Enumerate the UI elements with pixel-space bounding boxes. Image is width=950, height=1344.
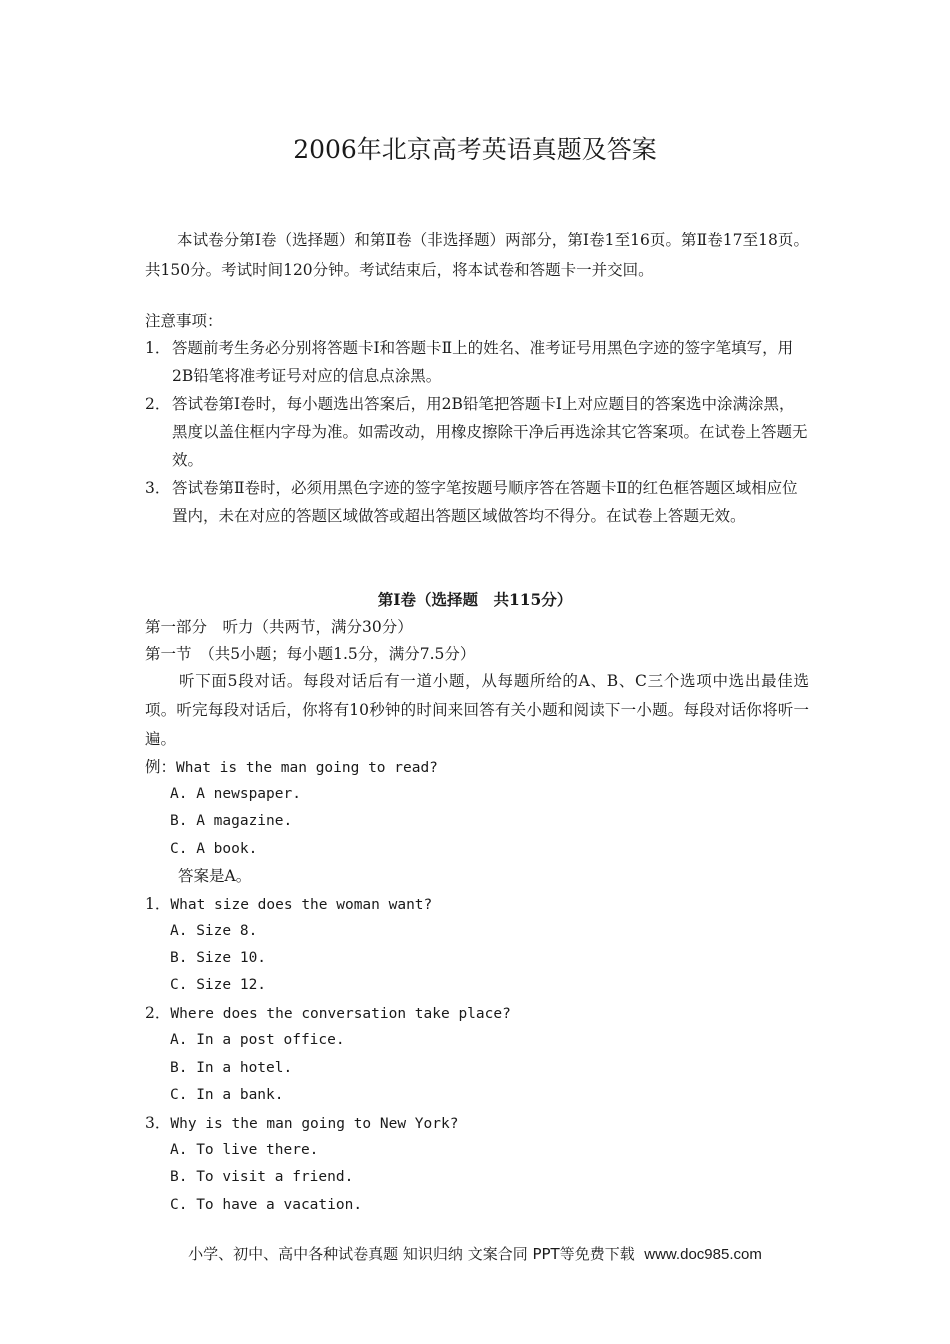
- question-2-option-c: C. In a bank.: [170, 1087, 284, 1103]
- note-number: 2．: [145, 395, 171, 413]
- example-question-text: What is the man going to read?: [176, 760, 438, 776]
- question-2-option-a: A. In a post office.: [170, 1032, 345, 1048]
- note-text: 答试卷第Ⅱ卷时，必须用黑色字迹的签字笔按题号顺序答在答题卡Ⅱ的红色框答题区域相应位置内，未在对应的答题区域做答或超出答题区域做答均不得分。在试卷上答题无效。: [172, 479, 798, 525]
- section-title: 第Ⅰ卷（选择题 共115分）: [377, 590, 573, 609]
- intro-paragraph: 本试卷分第Ⅰ卷（选择题）和第Ⅱ卷（非选择题）两部分，第Ⅰ卷1至16页。第Ⅱ卷17至18页。共150分。考试时间120分钟。考试结束后，将本试卷和答题卡一并交回。: [145, 231, 809, 279]
- question-text: Why is the man going to New York?: [170, 1116, 459, 1132]
- question-1-option-a: A. Size 8.: [170, 923, 258, 939]
- listening-instructions: 听下面5段对话。每段对话后有一道小题，从每题所给的A、B、C三个选项中选出最佳选项。听完每段对话后，你将有10秒钟的时间来回答有关小题和阅读下一小题。每段对话你将听一遍。: [145, 672, 809, 748]
- note-item-1: [145, 334, 809, 390]
- question-number: 2．: [145, 1004, 171, 1022]
- example-option-b: B. A magazine.: [170, 813, 293, 829]
- question-3-option-a: A. To live there.: [170, 1142, 319, 1158]
- note-item-2: [145, 390, 809, 474]
- question-3-option-b: B. To visit a friend.: [170, 1169, 354, 1185]
- question-text: Where does the conversation take place?: [170, 1006, 511, 1022]
- example-answer: 答案是A。: [178, 867, 252, 885]
- question-2-option-b: B. In a hotel.: [170, 1060, 293, 1076]
- example-option-c: C. A book.: [170, 841, 258, 857]
- question-1-option-c: C. Size 12.: [170, 977, 267, 993]
- footer: [0, 1240, 950, 1269]
- example-question: [145, 753, 438, 782]
- question-1-option-b: B. Size 10.: [170, 950, 267, 966]
- question-3: [145, 1109, 458, 1138]
- subsection-heading: 第一节 （共5小题；每小题1.5分，满分7.5分）: [145, 645, 476, 663]
- question-text: What size does the woman want?: [170, 897, 433, 913]
- part-heading: 第一部分 听力（共两节，满分30分）: [145, 618, 413, 636]
- question-3-option-c: C. To have a vacation.: [170, 1197, 363, 1213]
- notes-heading: 注意事项：: [145, 312, 223, 330]
- example-prefix: 例：: [145, 758, 177, 776]
- question-1: [145, 890, 432, 919]
- question-number: 3．: [145, 1114, 171, 1132]
- note-item-3: [145, 474, 809, 530]
- note-number: 1．: [145, 339, 171, 357]
- note-text: 答题前考生务必分别将答题卡Ⅰ和答题卡Ⅱ上的姓名、准考证号用黑色字迹的签字笔填写，用2B铅笔将准考证号对应的信息点涂黑。: [172, 339, 794, 385]
- note-text: 答试卷第Ⅰ卷时，每小题选出答案后，用2B铅笔把答题卡Ⅰ上对应题目的答案选中涂满涂黑，黑度以盖住框内字母为准。如需改动，用橡皮擦除干净后再选涂其它答案项。在试卷上答题无效。: [172, 395, 808, 469]
- note-number: 3．: [145, 479, 171, 497]
- question-number: 1．: [145, 895, 171, 913]
- footer-site-link[interactable]: www.doc985.com: [644, 1246, 762, 1263]
- example-option-a: A. A newspaper.: [170, 786, 301, 802]
- footer-text: 小学、初中、高中各种试卷真题 知识归纳 文案合同 PPT等免费下载: [188, 1245, 635, 1263]
- document-title: 2006年北京高考英语真题及答案: [293, 135, 657, 164]
- question-2: [145, 999, 511, 1028]
